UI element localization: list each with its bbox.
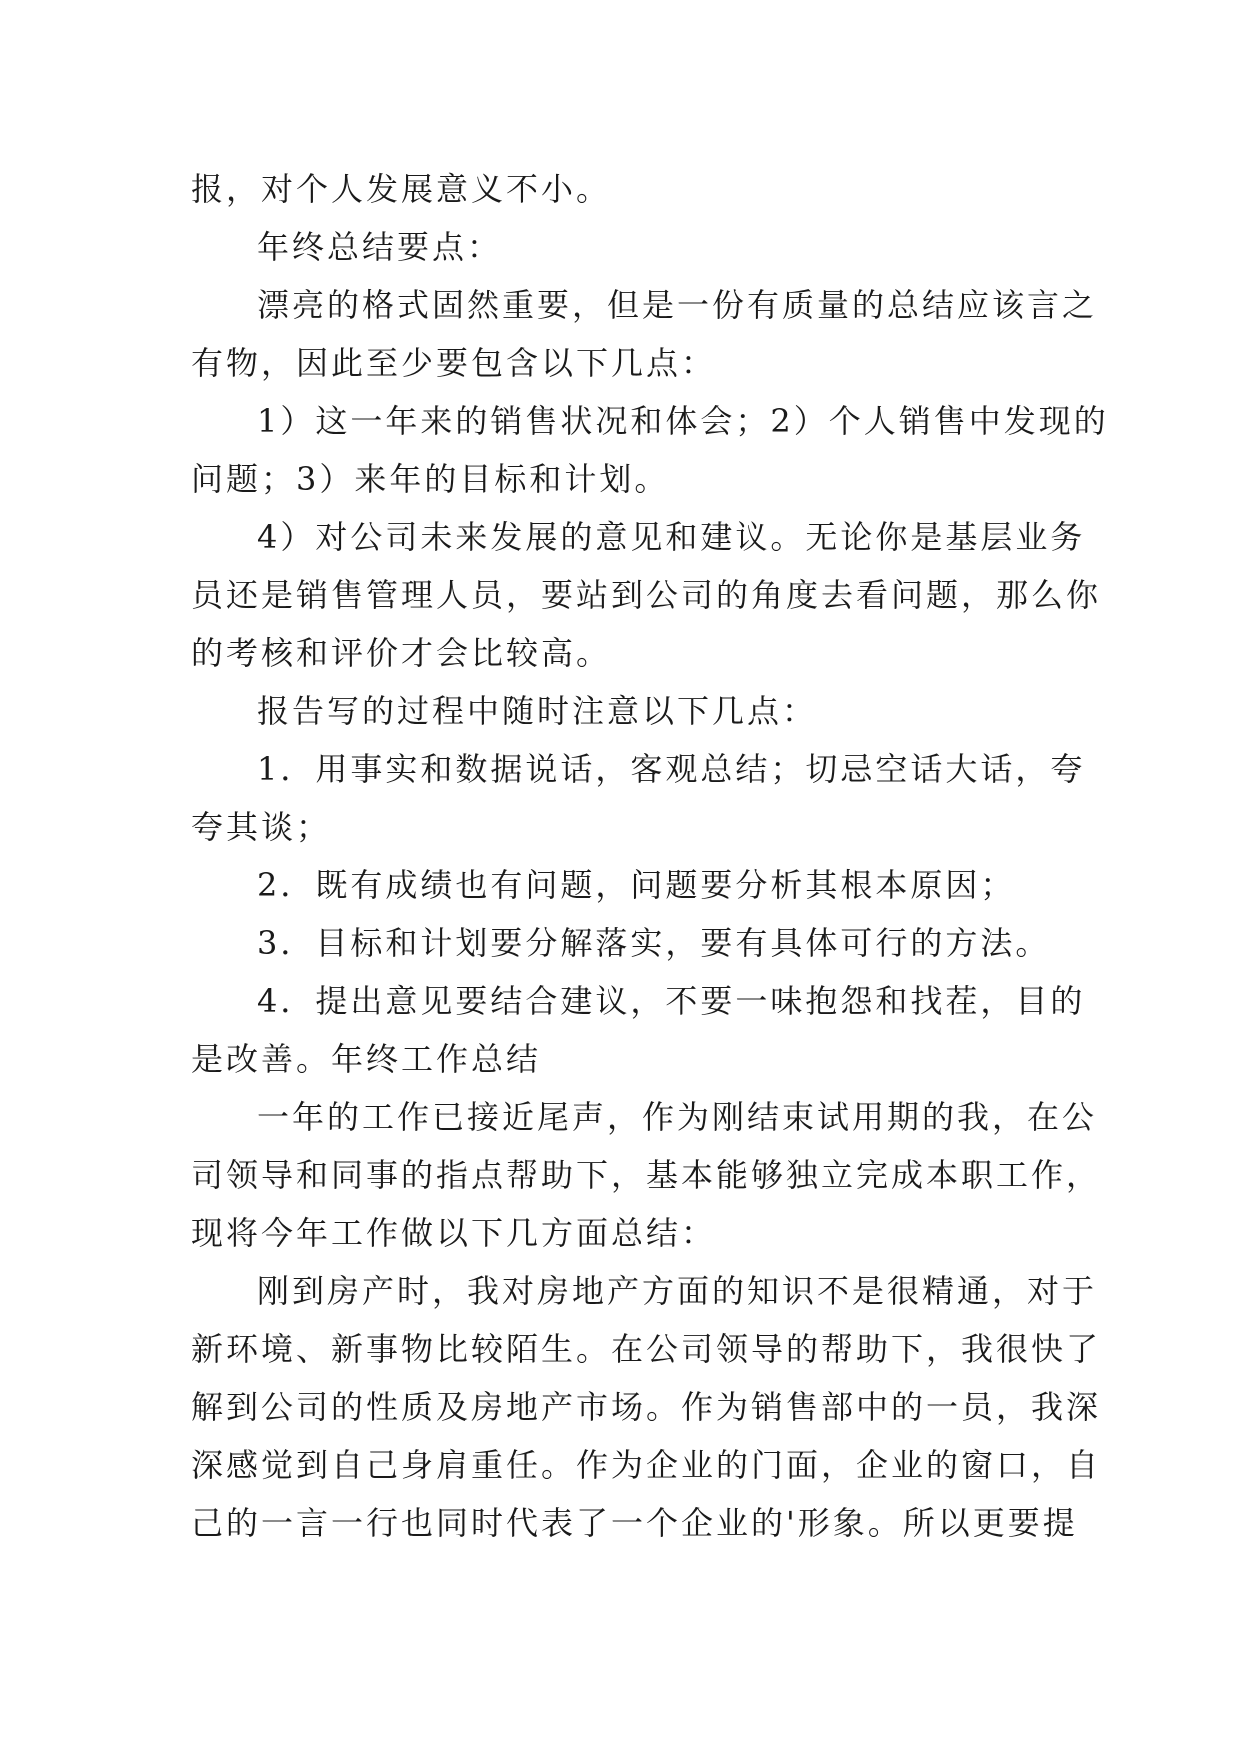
text-line: 问题；3）来年的目标和计划。 bbox=[191, 460, 670, 498]
text-line: 漂亮的格式固然重要，但是一份有质量的总结应该言之 bbox=[257, 286, 1098, 324]
document-body bbox=[191, 160, 1109, 1552]
text-line: 2．既有成绩也有问题，问题要分析其根本原因； bbox=[257, 866, 1016, 904]
text-line: 1）这一年来的销售状况和体会；2）个人销售中发现的 bbox=[257, 402, 1109, 440]
text-line: 己的一言一行也同时代表了一个企业的'形象。所以更要提 bbox=[191, 1504, 1078, 1542]
text-line: 刚到房产时，我对房地产方面的知识不是很精通，对于 bbox=[257, 1272, 1098, 1310]
text-line: 报，对个人发展意义不小。 bbox=[191, 170, 612, 208]
text-line: 4．提出意见要结合建议，不要一味抱怨和找茬，目的 bbox=[257, 982, 1086, 1020]
text-line: 3．目标和计划要分解落实，要有具体可行的方法。 bbox=[257, 924, 1051, 962]
text-line: 报告写的过程中随时注意以下几点： bbox=[257, 692, 818, 730]
text-line: 深感觉到自己身肩重任。作为企业的门面，企业的窗口，自 bbox=[191, 1446, 1102, 1484]
text-line: 一年的工作已接近尾声，作为刚结束试用期的我，在公 bbox=[257, 1098, 1098, 1136]
text-line: 新环境、新事物比较陌生。在公司领导的帮助下，我很快了 bbox=[191, 1330, 1102, 1368]
text-line: 有物，因此至少要包含以下几点： bbox=[191, 344, 717, 382]
text-line: 夸其谈； bbox=[191, 808, 332, 846]
text-line: 现将今年工作做以下几方面总结： bbox=[191, 1214, 717, 1252]
text-line: 员还是销售管理人员，要站到公司的角度去看问题，那么你 bbox=[191, 576, 1102, 614]
text-line: 的考核和评价才会比较高。 bbox=[191, 634, 612, 672]
text-line: 是改善。年终工作总结 bbox=[191, 1040, 542, 1078]
text-line: 1．用事实和数据说话，客观总结；切忌空话大话，夸 bbox=[257, 750, 1086, 788]
text-line: 4）对公司未来发展的意见和建议。无论你是基层业务 bbox=[257, 518, 1086, 556]
text-line: 司领导和同事的指点帮助下，基本能够独立完成本职工作， bbox=[191, 1156, 1102, 1194]
text-line: 年终总结要点： bbox=[257, 228, 503, 266]
text-line: 解到公司的性质及房地产市场。作为销售部中的一员，我深 bbox=[191, 1388, 1102, 1426]
